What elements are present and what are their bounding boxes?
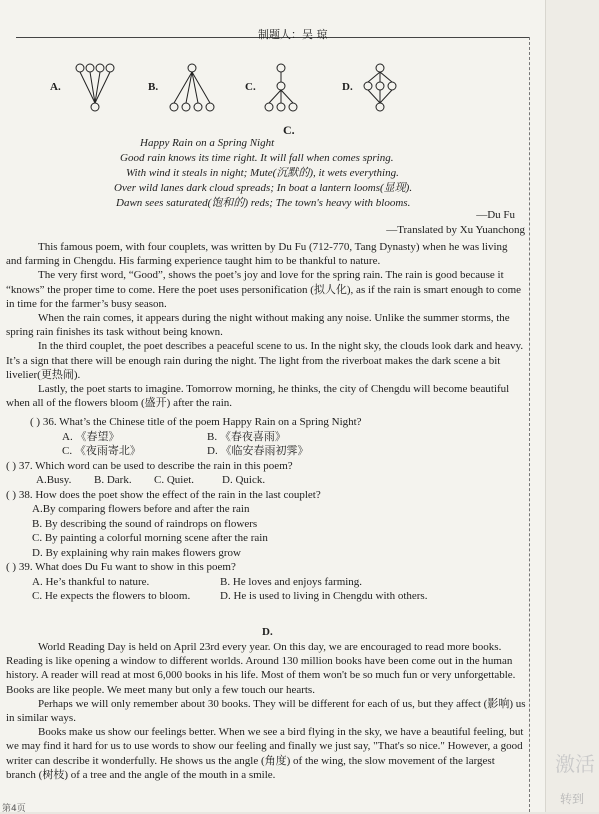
option: D. By explaining why rain makes flowers grow [32,546,241,559]
section-d-passage [6,640,526,782]
option: C. Quiet. [154,474,195,486]
corner-text: 转到 [560,792,585,806]
section-c-passage [6,240,526,410]
question-38: ( ) 38. How does the poet show the effect of the rain in the last couplet? [6,488,321,501]
poem-line-3: Over wild lanes dark cloud spreads; In boat a lantern looms(显现). [114,182,413,194]
option: A. 《春望》 [62,430,120,443]
page-number: 第4页 [2,804,26,814]
paragraph: Lastly, the poet starts to imagine. Tomorrow morning, he thinks, the city of Chengdu will become beautiful when all of the flowers bloom (盛开) after the rain. [6,383,510,410]
section-d-label: D. [262,626,273,638]
question-39-options-1 [6,575,526,590]
option: C. 《夜雨寄北》 [62,445,141,457]
poem-author: —Du Fu [476,209,515,221]
right-margin [545,0,599,812]
option: D. He is used to living in Chengdu with others. [220,590,428,602]
option: C. By painting a colorful morning scene after the rain [32,532,268,544]
diagram-options [50,62,520,118]
header-author: 制题人：吴 琼 [258,28,328,41]
structure-diagram-b [162,62,222,118]
question-36-options-1 [6,430,526,445]
paragraph: World Reading Day is held on April 23rd every year. On this day, we are encouraged to read more books. Reading is like opening a window to different worlds. Around 130 million books have been come out in the human history. A reader will read at most 6,000 books in his life. Most of them won't be so much fun or very unforgettable. Books are like people. We meet many but only a few touch our hearts. [6,641,516,696]
question-block [6,415,526,604]
option: D. 《临安春雨初霁》 [207,445,309,457]
poem-title: Happy Rain on a Spring Night [140,137,275,149]
section-c-label: C. [283,123,295,137]
paragraph: The very first word, “Good”, shows the poet’s joy and love for the spring rain. The rain is good because it “knows” the proper time to come. Here the poet uses personification (拟人化), as if the rain is smart enough to come in time for the farmer’s busy season. [6,269,522,310]
option: D. Quick. [222,474,266,486]
paragraph: In the third couplet, the poet describes a peaceful scene to us. In the night sky, the clouds look dark and heavy. It’s a sign that there will be enough rain during the night. The light from the riverboat makes the dark scene a bit livelier(更热闹). [6,340,524,381]
question-39-options-2 [6,589,526,604]
option-c-label: C. [245,81,256,93]
paragraph: This famous poem, with four couplets, was written by Du Fu (712-770, Tang Dynasty) when he was living and farming in Chengdu. His farming experience taught him to be thankful to nature. [6,241,508,268]
option-b-label: B. [148,81,159,93]
structure-diagram-d [356,62,416,118]
option-a-label: A. [50,81,61,93]
question-36: ( ) 36. What’s the Chinese title of the poem Happy Rain on a Spring Night? [30,416,362,428]
option: A.By comparing flowers before and after the rain [32,503,250,515]
watermark-text: 激活 [555,752,595,776]
poem-line-1: Good rain knows its time right. It will fall when comes spring. [120,152,394,164]
option: C. He expects the flowers to bloom. [32,590,191,602]
option-d-label: D. [342,81,353,93]
option: B. 《春夜喜雨》 [207,430,286,443]
paragraph: Books make us show our feelings better. When we see a bird flying in the sky, we have a beautiful feeling, but we may find it hard for us to use words to show our feeling and finally we just say, "That's so nice." However, a good writer can describe it wonderfully. He shows us the angle (角度) of the wing, the slow movement of the largest branch (树枝) of a tree and the angle of the mouth in a smile. [6,726,524,781]
option: A.Busy. [36,474,72,486]
option: B. By describing the sound of raindrops on flowers [32,517,258,530]
poem [114,136,413,211]
question-37: ( ) 37. Which word can be used to describe the rain in this poem? [6,459,293,472]
poem-line-4: Dawn sees saturated(饱和的) reds; The town's heavy with blooms. [116,197,411,209]
question-37-options [6,473,526,488]
paragraph: When the rain comes, it appears during the night without making any noise. Unlike the summer storms, the spring rain finishes its task without being known. [6,312,510,339]
option: B. He loves and enjoys farming. [220,575,363,588]
option: A. He’s thankful to nature. [32,575,150,588]
poem-line-2: With wind it steals in night; Mute(沉默的), it wets everything. [126,167,399,179]
structure-diagram-c [259,62,319,118]
question-36-options-2 [6,444,526,459]
page-border [529,37,530,812]
structure-diagram-a [66,62,126,118]
paragraph: Perhaps we will only remember about 30 books. They will be different for each of us, but they affect (影响) us in similar ways. [6,697,526,725]
question-39: ( ) 39. What does Du Fu want to show in this poem? [6,561,236,573]
poem-translator: —Translated by Xu Yuanchong [386,224,525,236]
option: B. Dark. [94,474,132,486]
